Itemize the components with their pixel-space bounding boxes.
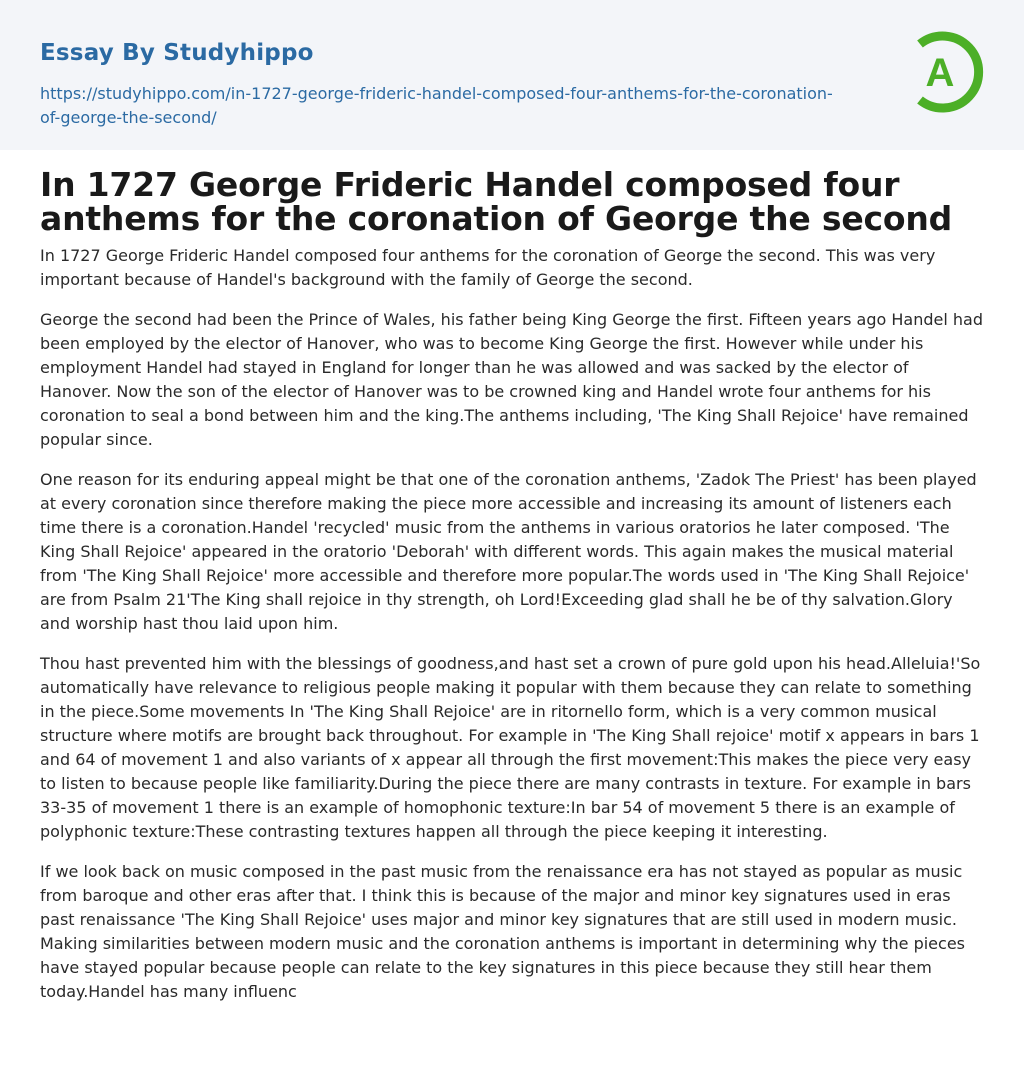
essay-content: [40, 165, 984, 1020]
source-url-link[interactable]: https://studyhippo.com/in-1727-george-frideric-handel-composed-four-anthems-for-the-coronation-of-george-the-second/: [40, 84, 833, 127]
essay-paragraph-5: If we look back on music composed in the past music from the renaissance era has not stayed as popular as music from baroque and other eras after that. I think this is because of the major and minor key signatures used in eras past renaissance 'The King Shall Rejoice' uses major and minor key signatures that are still used in modern music. Making similarities between modern music and the coronation anthems is important in determining why the pieces have stayed popular because people can relate to the key signatures in this piece because they still hear them today.Handel has many influenc: [40, 862, 965, 1001]
essay-paragraph-3: One reason for its enduring appeal might be that one of the coronation anthems, 'Zadok The Priest' has been played at every coronation since therefore making the piece more accessible and increasing its amount of listeners each time there is a coronation.Handel 'recycled' music from the anthems in various oratorios he later composed. 'The King Shall Rejoice' appeared in the oratorio 'Deborah' with different words. This again makes the musical material from 'The King Shall Rejoice' more accessible and therefore more popular.The words used in 'The King Shall Rejoice' are from Psalm 21'The King shall rejoice in thy strength, oh Lord!Exceeding glad shall he be of thy salvation.Glory and worship hast thou laid upon him.: [40, 470, 977, 633]
essay-paragraph-2: George the second had been the Prince of Wales, his father being King George the first. Fifteen years ago Handel had been employed by the elector of Hanover, who was to become King George the first. However while under his employment Handel had stayed in England for longer than he was allowed and was sacked by the elector of Hanover. Now the son of the elector of Hanover was to be crowned king and Handel wrote four anthems for his coronation to seal a bond between him and the king.The anthems including, 'The King Shall Rejoice' have remained popular since.: [40, 310, 983, 449]
essay-paragraph-1: In 1727 George Frideric Handel composed four anthems for the coronation of George the second. This was very important because of Handel's background with the family of George the second.: [40, 246, 936, 289]
studyhippo-logo-icon[interactable]: [898, 28, 986, 116]
site-header: [0, 0, 1024, 150]
essay-paragraph-4: Thou hast prevented him with the blessings of goodness,and hast set a crown of pure gold upon his head.Alleluia!'So automatically have relevance to religious people making it popular with them because they can relate to something in the piece.Some movements In 'The King Shall Rejoice' are in ritornello form, which is a very common musical structure where motifs are brought back throughout. For example in 'The King Shall rejoice' motif x appears in bars 1 and 64 of movement 1 and also variants of x appear all through the first movement:This makes the piece very easy to listen to because people like familiarity.During the piece there are many contrasts in texture. For example in bars 33-35 of movement 1 there is an example of homophonic texture:In bar 54 of movement 5 there is an example of polyphonic texture:These contrasting textures happen all through the piece keeping it interesting.: [40, 654, 981, 841]
essay-title: In 1727 George Frideric Handel composed four anthems for the coronation of George the second: [40, 165, 953, 238]
logo-letter: A: [925, 51, 955, 95]
brand-title[interactable]: Essay By Studyhippo: [40, 40, 314, 66]
